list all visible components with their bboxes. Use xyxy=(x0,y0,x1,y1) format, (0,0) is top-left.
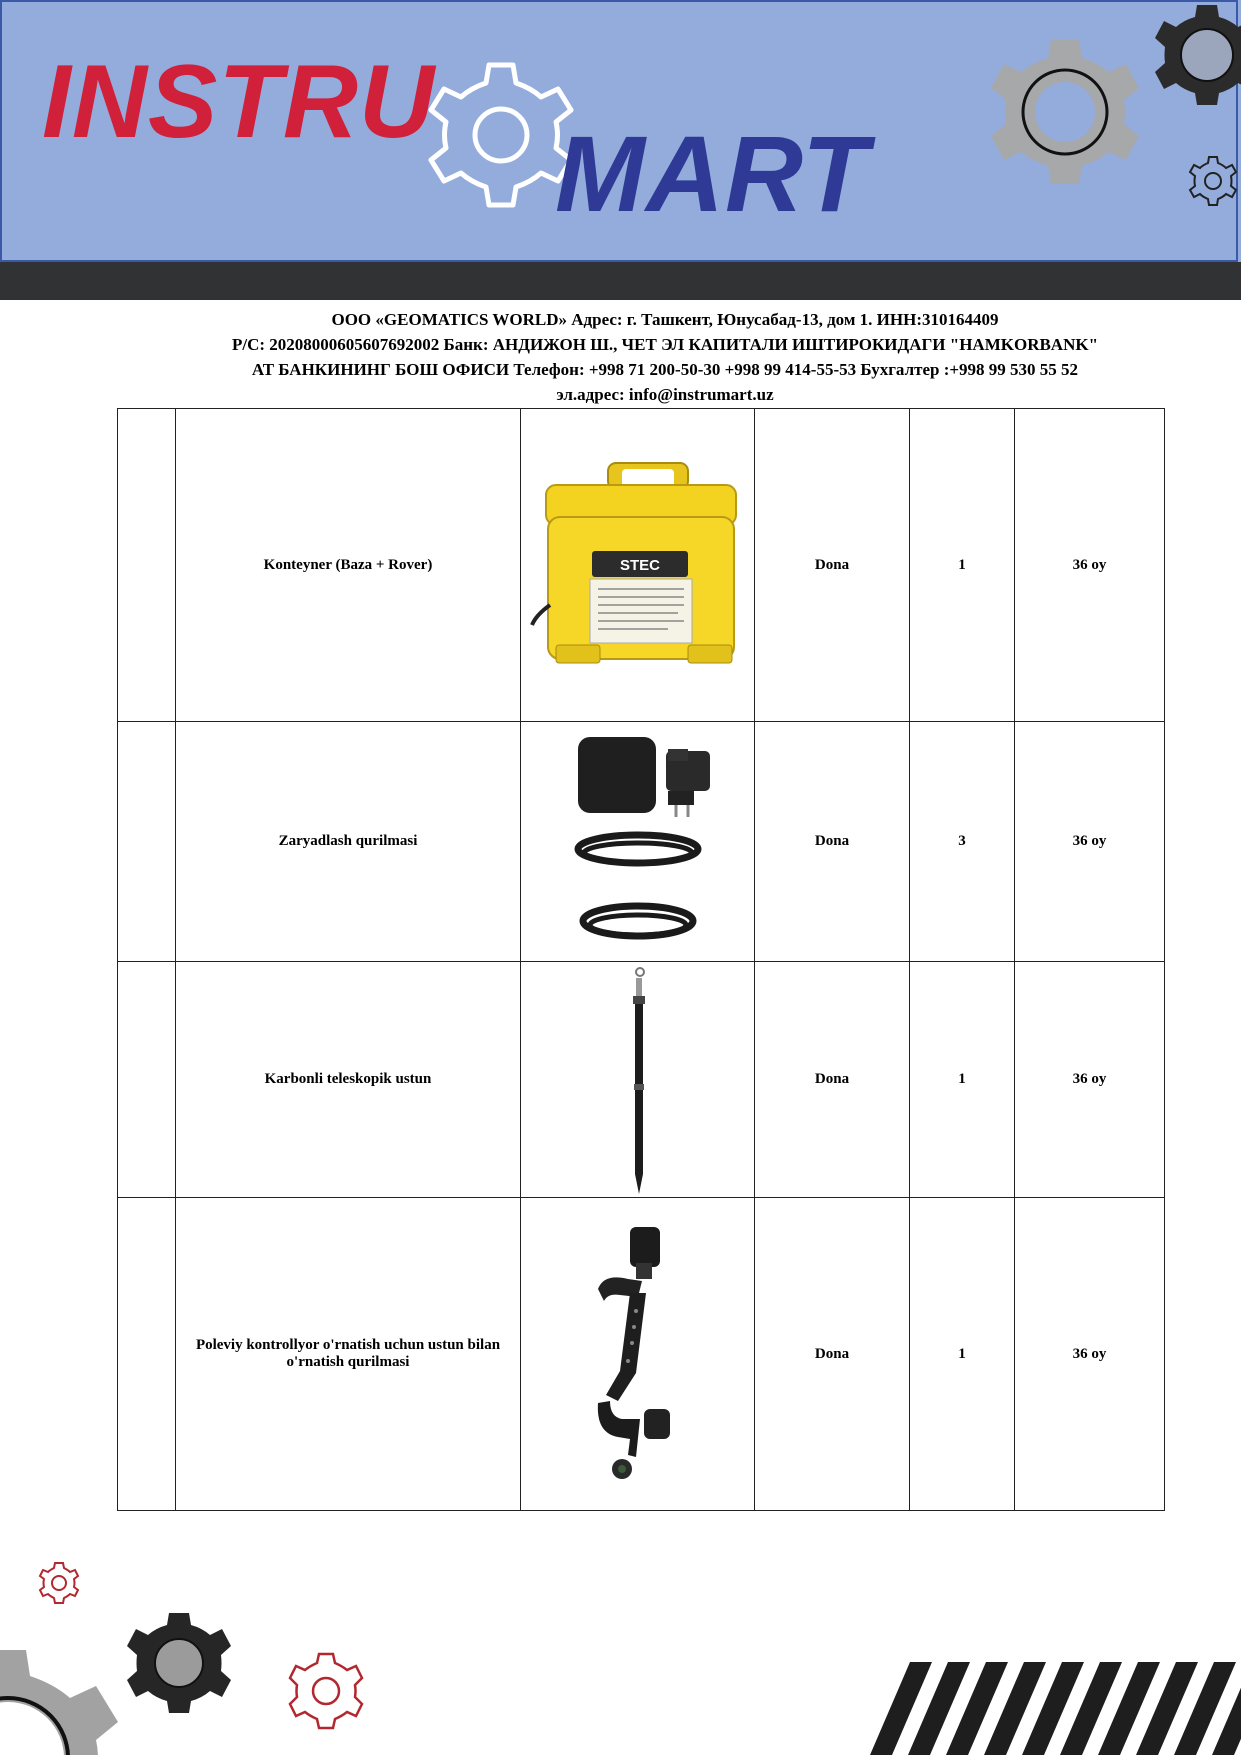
item-quantity-cell: 1 xyxy=(910,409,1015,722)
footer-grey-gear-icon xyxy=(0,1648,124,1755)
item-unit-cell: Dona xyxy=(755,409,910,722)
item-name-cell: Konteyner (Baza + Rover) xyxy=(176,409,521,722)
footer-red-outline-gear-icon xyxy=(285,1650,367,1732)
table-row xyxy=(118,722,1165,962)
item-number-cell xyxy=(118,1198,176,1511)
item-name-cell: Poleviy kontrollyor o'rnatish uchun ustun bilan o'rnatish qurilmasi xyxy=(176,1198,521,1511)
item-image-cell xyxy=(521,962,755,1198)
case-brand-label: STEC xyxy=(619,557,660,574)
pole-bracket-image xyxy=(578,1223,698,1485)
company-line-4: эл.адрес: info@instrumart.uz xyxy=(556,385,774,404)
item-unit-cell: Dona xyxy=(755,962,910,1198)
company-details xyxy=(0,307,1241,407)
table-row xyxy=(118,409,1165,722)
item-unit-cell: Dona xyxy=(755,1198,910,1511)
small-red-gear-icon xyxy=(36,1560,82,1606)
logo-mart-text: MART xyxy=(555,113,869,234)
item-quantity-cell: 1 xyxy=(910,1198,1015,1511)
item-image-cell xyxy=(521,722,755,962)
charger-set-image xyxy=(548,729,728,954)
footer-dark-gear-icon xyxy=(126,1610,232,1716)
logo-instru-text: INSTRU xyxy=(42,44,436,160)
company-line-1: ООО «GEOMATICS WORLD» Адрес: г. Ташкент, Юнусабад-13, дом 1. ИНН:310164409 xyxy=(331,310,999,329)
item-quantity-cell: 3 xyxy=(910,722,1015,962)
item-warranty-cell: 36 oy xyxy=(1015,722,1165,962)
header-dark-bar xyxy=(0,262,1241,300)
table-row xyxy=(118,962,1165,1198)
item-image-cell xyxy=(521,409,755,722)
item-number-cell xyxy=(118,722,176,962)
dark-gear-icon xyxy=(1152,0,1241,112)
table-row xyxy=(118,1198,1165,1511)
item-number-cell xyxy=(118,962,176,1198)
small-outline-gear-icon xyxy=(1186,154,1240,208)
item-number-cell xyxy=(118,409,176,722)
grey-gear-icon xyxy=(990,37,1140,187)
item-warranty-cell: 36 oy xyxy=(1015,962,1165,1198)
item-name-cell: Zaryadlash qurilmasi xyxy=(176,722,521,962)
item-warranty-cell: 36 oy xyxy=(1015,1198,1165,1511)
item-quantity-cell: 1 xyxy=(910,962,1015,1198)
company-line-3: АТ БАНКИНИНГ БОШ ОФИСИ Телефон: +998 71 200-50-30 +998 99 414-55-53 Бухгалтер :+998 99 530 55 52 xyxy=(251,360,1079,379)
yellow-case-image xyxy=(528,455,748,675)
item-image-cell xyxy=(521,1198,755,1511)
company-line-2: Р/С: 20208000605607692002 Банк: АНДИЖОН Ш., ЧЕТ ЭЛ КАПИТАЛИ ИШТИРОКИДАГИ "HAMKORBANK" xyxy=(231,335,1099,354)
item-unit-cell: Dona xyxy=(755,722,910,962)
hazard-stripes xyxy=(870,1662,1241,1755)
items-table xyxy=(117,408,1165,1511)
carbon-pole-image xyxy=(618,964,658,1196)
item-warranty-cell: 36 oy xyxy=(1015,409,1165,722)
item-name-cell: Karbonli teleskopik ustun xyxy=(176,962,521,1198)
